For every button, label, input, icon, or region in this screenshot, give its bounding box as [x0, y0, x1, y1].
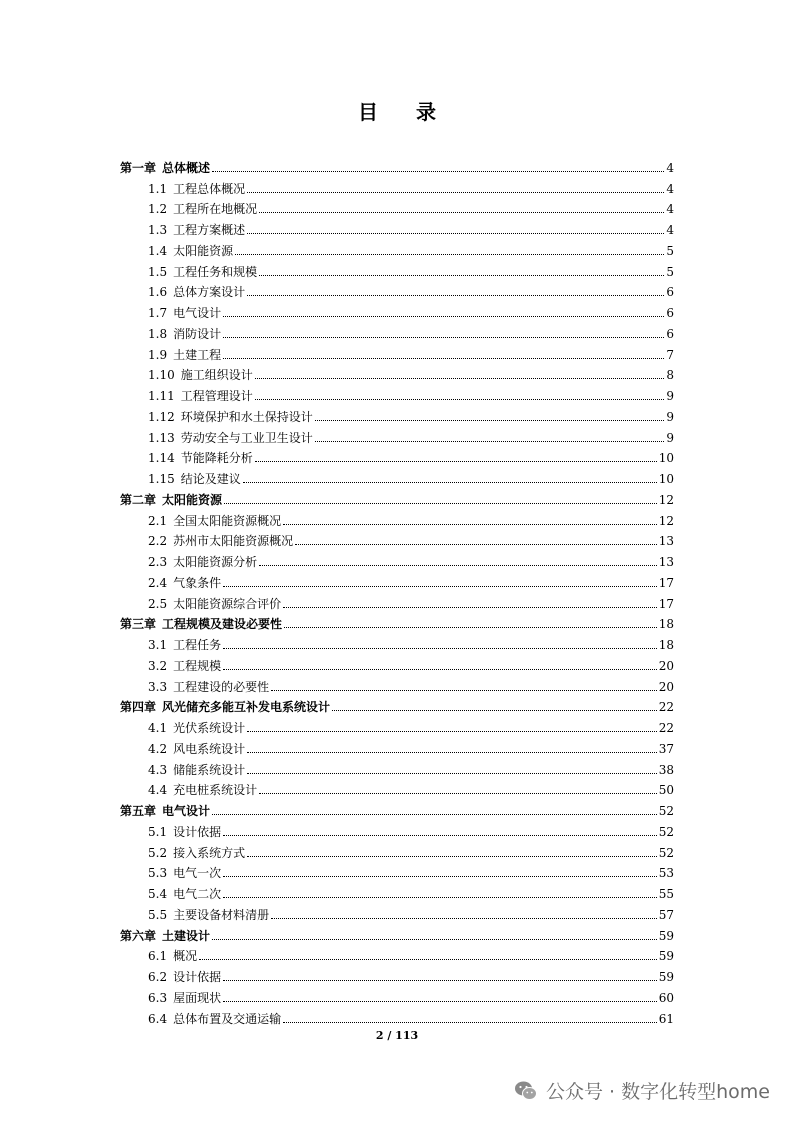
toc-entry-page: 10 [658, 472, 674, 486]
toc-section-entry[interactable] [120, 362, 674, 383]
toc-dot-leader [247, 772, 657, 774]
toc-dot-leader [283, 523, 657, 525]
toc-dot-leader [271, 689, 657, 691]
toc-entry-title: 电气一次 [173, 866, 222, 881]
toc-section-entry[interactable] [120, 735, 674, 756]
toc-entry-number: 2.5 [148, 596, 168, 611]
toc-section-entry[interactable] [120, 507, 674, 528]
toc-entry-page: 6 [666, 285, 674, 300]
title-char-2: 录 [416, 100, 436, 124]
toc-section-entry[interactable] [120, 673, 674, 694]
toc-entry-title: 太阳能资源分析 [173, 555, 258, 569]
toc-entry-title: 全国太阳能资源概况 [173, 513, 282, 528]
toc-entry-title: 电气设计 [173, 306, 222, 320]
toc-entry-page: 4 [666, 223, 674, 237]
toc-dot-leader [223, 357, 664, 359]
toc-entry-title: 充电桩系统设计 [173, 783, 258, 798]
toc-entry-number: 2.4 [148, 575, 168, 590]
toc-entry-title: 工程任务 [173, 638, 222, 652]
toc-entry-number: 6.1 [148, 949, 168, 964]
toc-dot-leader [223, 896, 657, 898]
toc-entry-page: 18 [658, 617, 674, 632]
toc-section-entry[interactable] [120, 756, 674, 777]
watermark-text: 公众号 · 数字化转型home [546, 1081, 770, 1103]
toc-entry-page: 57 [658, 907, 674, 922]
toc-dot-leader [259, 274, 664, 276]
toc-entry-number: 2.2 [148, 534, 168, 549]
toc-entry-page: 37 [658, 741, 674, 756]
toc-section-entry[interactable] [120, 590, 674, 611]
toc-entry-page: 59 [658, 928, 674, 943]
wechat-icon [514, 1080, 538, 1102]
toc-section-entry[interactable] [120, 237, 674, 258]
toc-dot-leader [259, 564, 657, 566]
toc-entry-title: 气象条件 [173, 575, 222, 590]
toc-dot-leader [212, 813, 657, 815]
toc-dot-leader [283, 1021, 657, 1023]
toc-entry-title: 消防设计 [173, 326, 222, 341]
toc-entry-page: 5 [666, 243, 674, 258]
toc-dot-leader [332, 709, 657, 711]
toc-section-entry[interactable] [120, 631, 674, 652]
toc-entry-page: 6 [666, 306, 674, 320]
toc-section-entry[interactable] [120, 652, 674, 673]
toc-entry-page: 50 [658, 783, 674, 798]
toc-dot-leader [223, 315, 664, 317]
toc-entry-page: 22 [658, 700, 674, 715]
toc-entry-title: 总体概述 [162, 160, 211, 175]
toc-entry-page: 38 [658, 762, 674, 777]
toc-entry-page: 53 [658, 866, 674, 881]
toc-chapter-entry[interactable] [120, 922, 674, 943]
toc-dot-leader [295, 543, 657, 545]
toc-entry-number: 5.1 [148, 824, 168, 839]
toc-entry-number: 3.1 [148, 638, 168, 652]
toc-entry-page: 13 [658, 555, 674, 569]
toc-chapter-entry[interactable] [120, 154, 674, 175]
toc-dot-leader [223, 647, 657, 649]
toc-entry-page: 4 [666, 160, 674, 175]
toc-dot-leader [212, 170, 664, 172]
toc-section-entry[interactable] [120, 320, 674, 341]
toc-entry-title: 风电系统设计 [173, 741, 246, 756]
toc-entry-title: 设计依据 [173, 970, 222, 984]
toc-dot-leader [255, 377, 665, 379]
toc-entry-page: 4 [666, 202, 674, 217]
toc-dot-leader [223, 875, 657, 877]
toc-section-entry[interactable] [120, 984, 674, 1005]
toc-entry-title: 总体布置及交通运输 [173, 1011, 282, 1026]
toc-entry-title: 工程总体概况 [173, 181, 246, 196]
toc-entry-number: 1.8 [148, 326, 168, 341]
toc-section-entry[interactable] [120, 714, 674, 735]
page-number-footer: 2 / 113 [375, 1029, 419, 1042]
toc-entry-title: 施工组织设计 [180, 368, 253, 383]
toc-entry-page: 60 [658, 990, 674, 1005]
toc-entry-title: 工程建设的必要性 [173, 679, 270, 694]
toc-entry-number: 3.3 [148, 679, 168, 694]
toc-entry-title: 工程规模 [173, 658, 222, 673]
toc-entry-title: 劳动安全与工业卫生设计 [180, 430, 313, 445]
toc-section-entry[interactable] [120, 860, 674, 881]
toc-dot-leader [255, 460, 657, 462]
toc-dot-leader [247, 294, 664, 296]
toc-entry-page: 10 [658, 451, 674, 466]
toc-entry-title: 节能降耗分析 [180, 451, 253, 466]
toc-entry-page: 9 [666, 409, 674, 424]
toc-entry-title: 土建工程 [173, 347, 222, 362]
toc-section-entry[interactable] [120, 341, 674, 362]
toc-section-entry[interactable] [120, 216, 674, 237]
toc-entry-number: 6.4 [148, 1011, 168, 1026]
toc-entry-title: 工程任务和规模 [173, 264, 258, 279]
toc-dot-leader [224, 502, 657, 504]
toc-entry-number: 1.3 [148, 223, 168, 237]
toc-entry-page: 55 [658, 887, 674, 901]
toc-entry-number: 4.2 [148, 741, 168, 756]
toc-entry-title: 电气二次 [173, 887, 222, 901]
toc-entry-page: 52 [658, 824, 674, 839]
toc-dot-leader [247, 751, 657, 753]
toc-dot-leader [223, 834, 657, 836]
title-char-1: 目 [358, 100, 378, 124]
toc-entry-page: 20 [658, 679, 674, 694]
toc-entry-title: 电气设计 [162, 804, 211, 818]
toc-entry-title: 光伏系统设计 [173, 721, 246, 735]
toc-section-entry[interactable] [120, 175, 674, 196]
toc-entry-number: 1.6 [148, 285, 168, 300]
toc-dot-leader [283, 606, 657, 608]
toc-entry-page: 8 [666, 368, 674, 383]
toc-entry-number: 第一章 [120, 160, 157, 175]
toc-section-entry[interactable] [120, 196, 674, 217]
toc-entry-page: 61 [658, 1011, 674, 1026]
toc-entry-title: 苏州市太阳能资源概况 [173, 534, 294, 549]
toc-dot-leader [259, 792, 657, 794]
toc-dot-leader [223, 979, 657, 981]
toc-entry-number: 1.2 [148, 202, 168, 217]
toc-entry-page: 59 [658, 949, 674, 964]
toc-chapter-entry[interactable] [120, 611, 674, 632]
toc-entry-number: 第四章 [120, 700, 157, 715]
toc-entry-title: 工程规模及建设必要性 [162, 617, 283, 632]
toc-section-entry[interactable] [120, 465, 674, 486]
toc-entry-title: 太阳能资源 [173, 243, 234, 258]
toc-entry-title: 设计依据 [173, 824, 222, 839]
page-title [0, 96, 794, 125]
toc-entry-page: 18 [658, 638, 674, 652]
toc-entry-number: 1.12 [148, 409, 175, 424]
toc-entry-title: 储能系统设计 [173, 762, 246, 777]
toc-dot-leader [255, 398, 665, 400]
toc-dot-leader [223, 668, 657, 670]
toc-entry-number: 5.3 [148, 866, 168, 881]
toc-entry-title: 接入系统方式 [173, 845, 246, 860]
toc-dot-leader [315, 419, 665, 421]
toc-entry-number: 2.3 [148, 555, 168, 569]
toc-entry-number: 4.1 [148, 721, 168, 735]
toc-entry-number: 5.4 [148, 887, 168, 901]
toc-entry-page: 5 [666, 264, 674, 279]
toc-entry-page: 9 [666, 430, 674, 445]
toc-chapter-entry[interactable] [120, 694, 674, 715]
toc-dot-leader [284, 626, 657, 628]
toc-entry-number: 第五章 [120, 804, 157, 818]
toc-dot-leader [247, 730, 657, 732]
toc-entry-title: 工程所在地概况 [173, 202, 258, 217]
toc-entry-page: 9 [666, 389, 674, 403]
toc-entry-title: 结论及建议 [180, 472, 241, 486]
toc-dot-leader [212, 938, 657, 940]
toc-dot-leader [247, 232, 664, 234]
toc-dot-leader [247, 855, 657, 857]
toc-section-entry[interactable] [120, 569, 674, 590]
toc-entry-number: 1.13 [148, 430, 175, 445]
toc-entry-page: 17 [658, 575, 674, 590]
toc-section-entry[interactable] [120, 528, 674, 549]
table-of-contents [120, 154, 674, 1026]
toc-entry-title: 屋面现状 [173, 990, 222, 1005]
toc-section-entry[interactable] [120, 901, 674, 922]
toc-entry-number: 第二章 [120, 492, 157, 507]
toc-section-entry[interactable] [120, 299, 674, 320]
toc-section-entry[interactable] [120, 403, 674, 424]
toc-entry-page: 52 [658, 804, 674, 818]
toc-entry-number: 1.15 [148, 472, 175, 486]
toc-entry-page: 52 [658, 845, 674, 860]
toc-section-entry[interactable] [120, 424, 674, 445]
toc-section-entry[interactable] [120, 382, 674, 403]
toc-entry-page: 13 [658, 534, 674, 549]
toc-entry-number: 1.14 [148, 451, 175, 466]
toc-section-entry[interactable] [120, 963, 674, 984]
toc-entry-number: 5.2 [148, 845, 168, 860]
toc-entry-number: 6.3 [148, 990, 168, 1005]
toc-entry-title: 总体方案设计 [173, 285, 246, 300]
toc-entry-title: 风光储充多能互补发电系统设计 [162, 700, 331, 715]
watermark [514, 1077, 770, 1104]
toc-section-entry[interactable] [120, 279, 674, 300]
toc-entry-page: 4 [666, 181, 674, 196]
toc-entry-page: 12 [658, 513, 674, 528]
toc-entry-number: 2.1 [148, 513, 168, 528]
toc-section-entry[interactable] [120, 1005, 674, 1026]
toc-entry-number: 1.11 [148, 389, 175, 403]
toc-entry-title: 工程方案概述 [173, 223, 246, 237]
toc-chapter-entry[interactable] [120, 797, 674, 818]
toc-entry-number: 5.5 [148, 907, 168, 922]
toc-entry-title: 工程管理设计 [180, 389, 253, 403]
toc-entry-page: 12 [658, 492, 674, 507]
toc-section-entry[interactable] [120, 258, 674, 279]
toc-entry-number: 1.5 [148, 264, 168, 279]
toc-section-entry[interactable] [120, 943, 674, 964]
toc-dot-leader [223, 585, 657, 587]
toc-entry-title: 主要设备材料清册 [173, 907, 270, 922]
toc-entry-title: 土建设计 [162, 928, 211, 943]
toc-entry-page: 17 [658, 596, 674, 611]
toc-dot-leader [243, 481, 657, 483]
toc-entry-page: 59 [658, 970, 674, 984]
toc-entry-page: 6 [666, 326, 674, 341]
toc-section-entry[interactable] [120, 818, 674, 839]
toc-entry-number: 4.3 [148, 762, 168, 777]
toc-dot-leader [315, 440, 665, 442]
toc-section-entry[interactable] [120, 548, 674, 569]
toc-entry-title: 太阳能资源综合评价 [173, 596, 282, 611]
toc-dot-leader [223, 336, 664, 338]
toc-entry-number: 3.2 [148, 658, 168, 673]
toc-entry-title: 环境保护和水土保持设计 [180, 409, 313, 424]
toc-entry-number: 6.2 [148, 970, 168, 984]
toc-entry-page: 7 [666, 347, 674, 362]
toc-entry-title: 概况 [173, 949, 198, 964]
toc-entry-number: 1.4 [148, 243, 168, 258]
toc-section-entry[interactable] [120, 777, 674, 798]
toc-entry-number: 第六章 [120, 928, 157, 943]
toc-entry-number: 1.1 [148, 181, 168, 196]
toc-entry-number: 1.9 [148, 347, 168, 362]
toc-dot-leader [247, 191, 664, 193]
toc-dot-leader [271, 917, 657, 919]
toc-entry-page: 20 [658, 658, 674, 673]
toc-entry-number: 4.4 [148, 783, 168, 798]
toc-entry-number: 1.7 [148, 306, 168, 320]
toc-chapter-entry[interactable] [120, 486, 674, 507]
toc-section-entry[interactable] [120, 880, 674, 901]
toc-entry-page: 22 [658, 721, 674, 735]
toc-entry-title: 太阳能资源 [162, 492, 223, 507]
toc-dot-leader [223, 1000, 657, 1002]
toc-dot-leader [235, 253, 664, 255]
toc-dot-leader [259, 211, 664, 213]
toc-entry-number: 1.10 [148, 368, 175, 383]
toc-section-entry[interactable] [120, 445, 674, 466]
toc-dot-leader [199, 958, 657, 960]
toc-entry-number: 第三章 [120, 617, 157, 632]
toc-section-entry[interactable] [120, 839, 674, 860]
